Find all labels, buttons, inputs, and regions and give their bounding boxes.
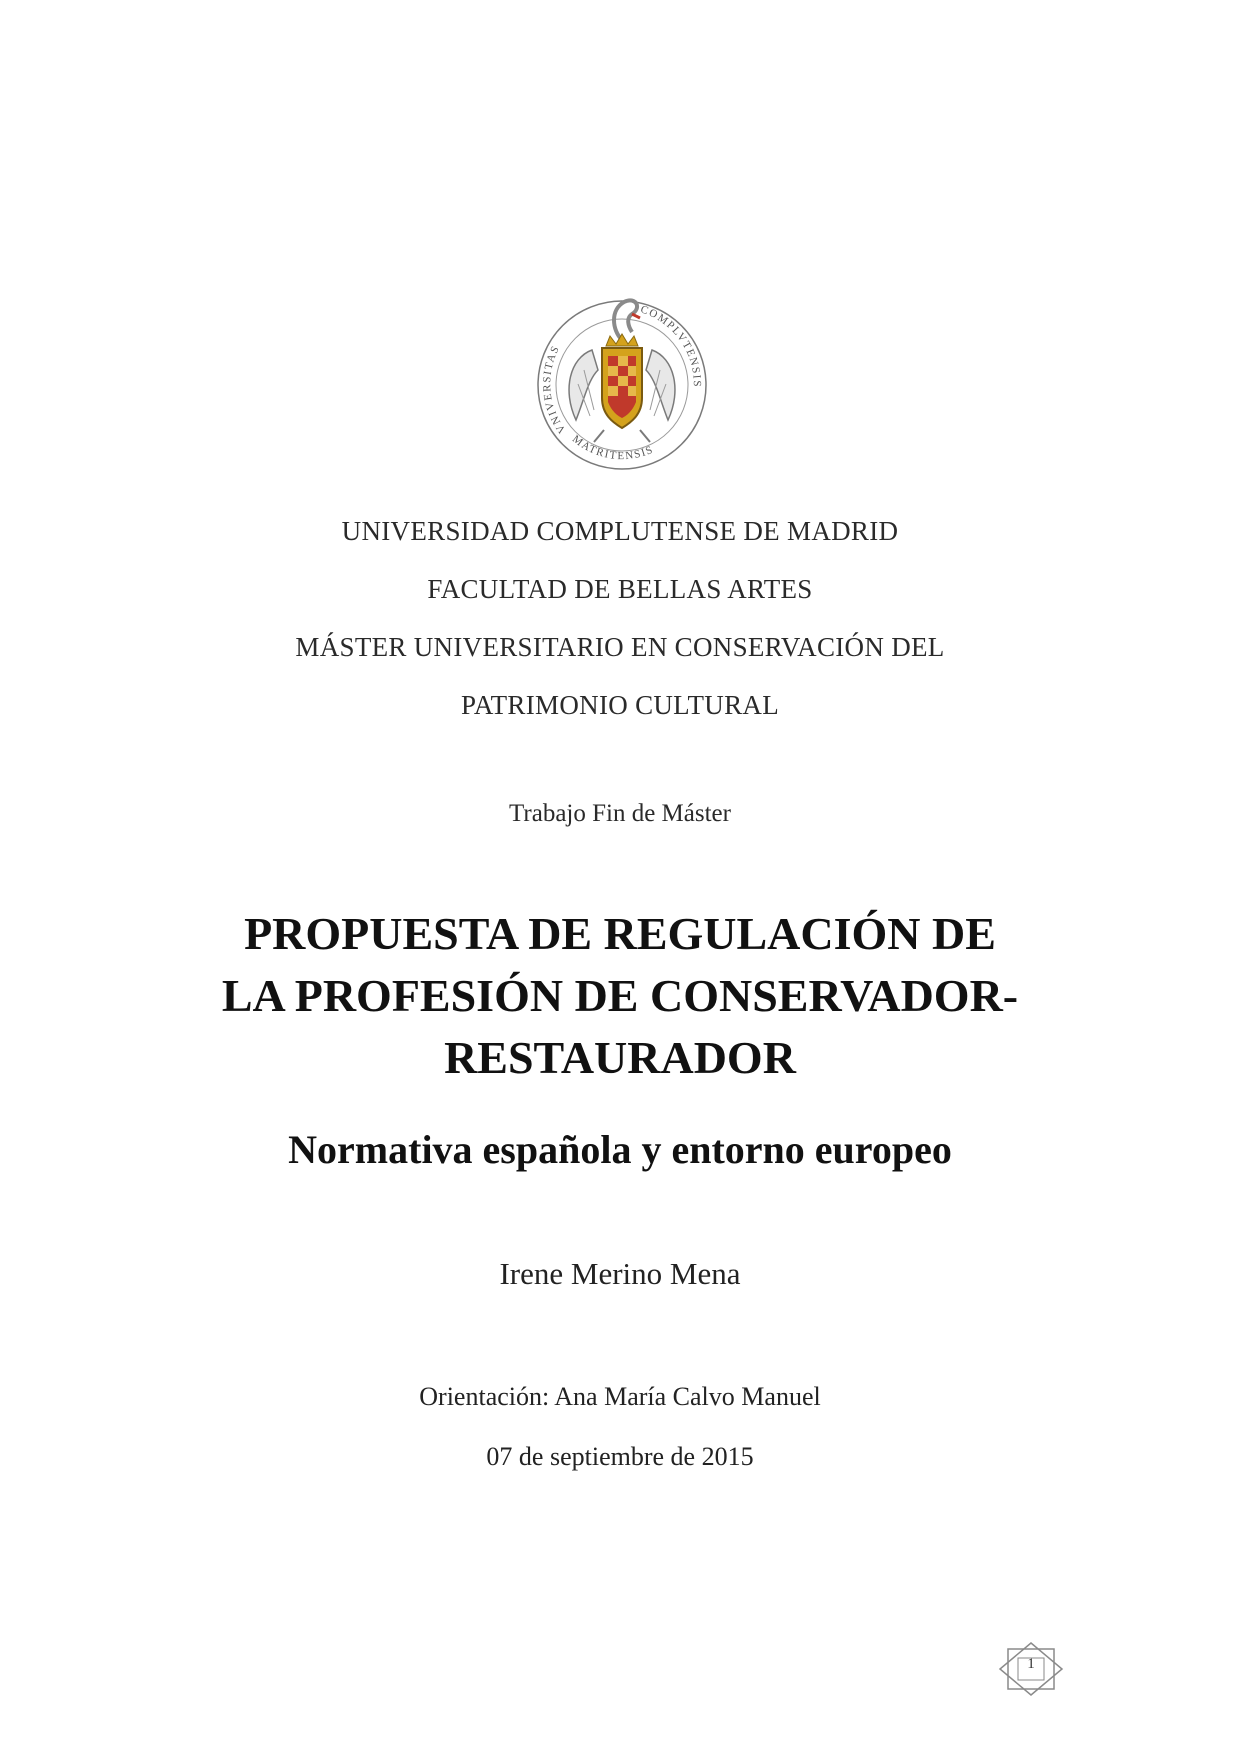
master-name-line1: MÁSTER UNIVERSITARIO EN CONSERVACIÓN DEL (295, 632, 945, 662)
submission-date: 07 de septiembre de 2015 (486, 1442, 754, 1471)
university-seal-logo (532, 280, 712, 490)
svg-text:COMPLVTENSIS: COMPLVTENSIS (638, 303, 703, 389)
thesis-title-line3: RESTAURADOR (444, 1032, 796, 1083)
svg-text:VNIVERSITAS: VNIVERSITAS (541, 343, 569, 436)
thesis-title-line2: LA PROFESIÓN DE CONSERVADOR- (221, 970, 1019, 1021)
master-name-line2: PATRIMONIO CULTURAL (461, 690, 779, 720)
university-name: UNIVERSIDAD COMPLUTENSE DE MADRID (341, 516, 899, 546)
faculty-name: FACULTAD DE BELLAS ARTES (427, 574, 813, 604)
work-type: Trabajo Fin de Máster (509, 800, 731, 827)
author-name: Irene Merino Mena (499, 1256, 741, 1291)
supervisor: Orientación: Ana María Calvo Manuel (419, 1382, 821, 1411)
svg-text:MATRITENSIS: MATRITENSIS (569, 432, 656, 463)
thesis-title-line1: PROPUESTA DE REGULACIÓN DE (244, 908, 996, 959)
page-number: 1 (1027, 1656, 1035, 1672)
thesis-subtitle: Normativa española y entorno europeo (288, 1127, 952, 1172)
